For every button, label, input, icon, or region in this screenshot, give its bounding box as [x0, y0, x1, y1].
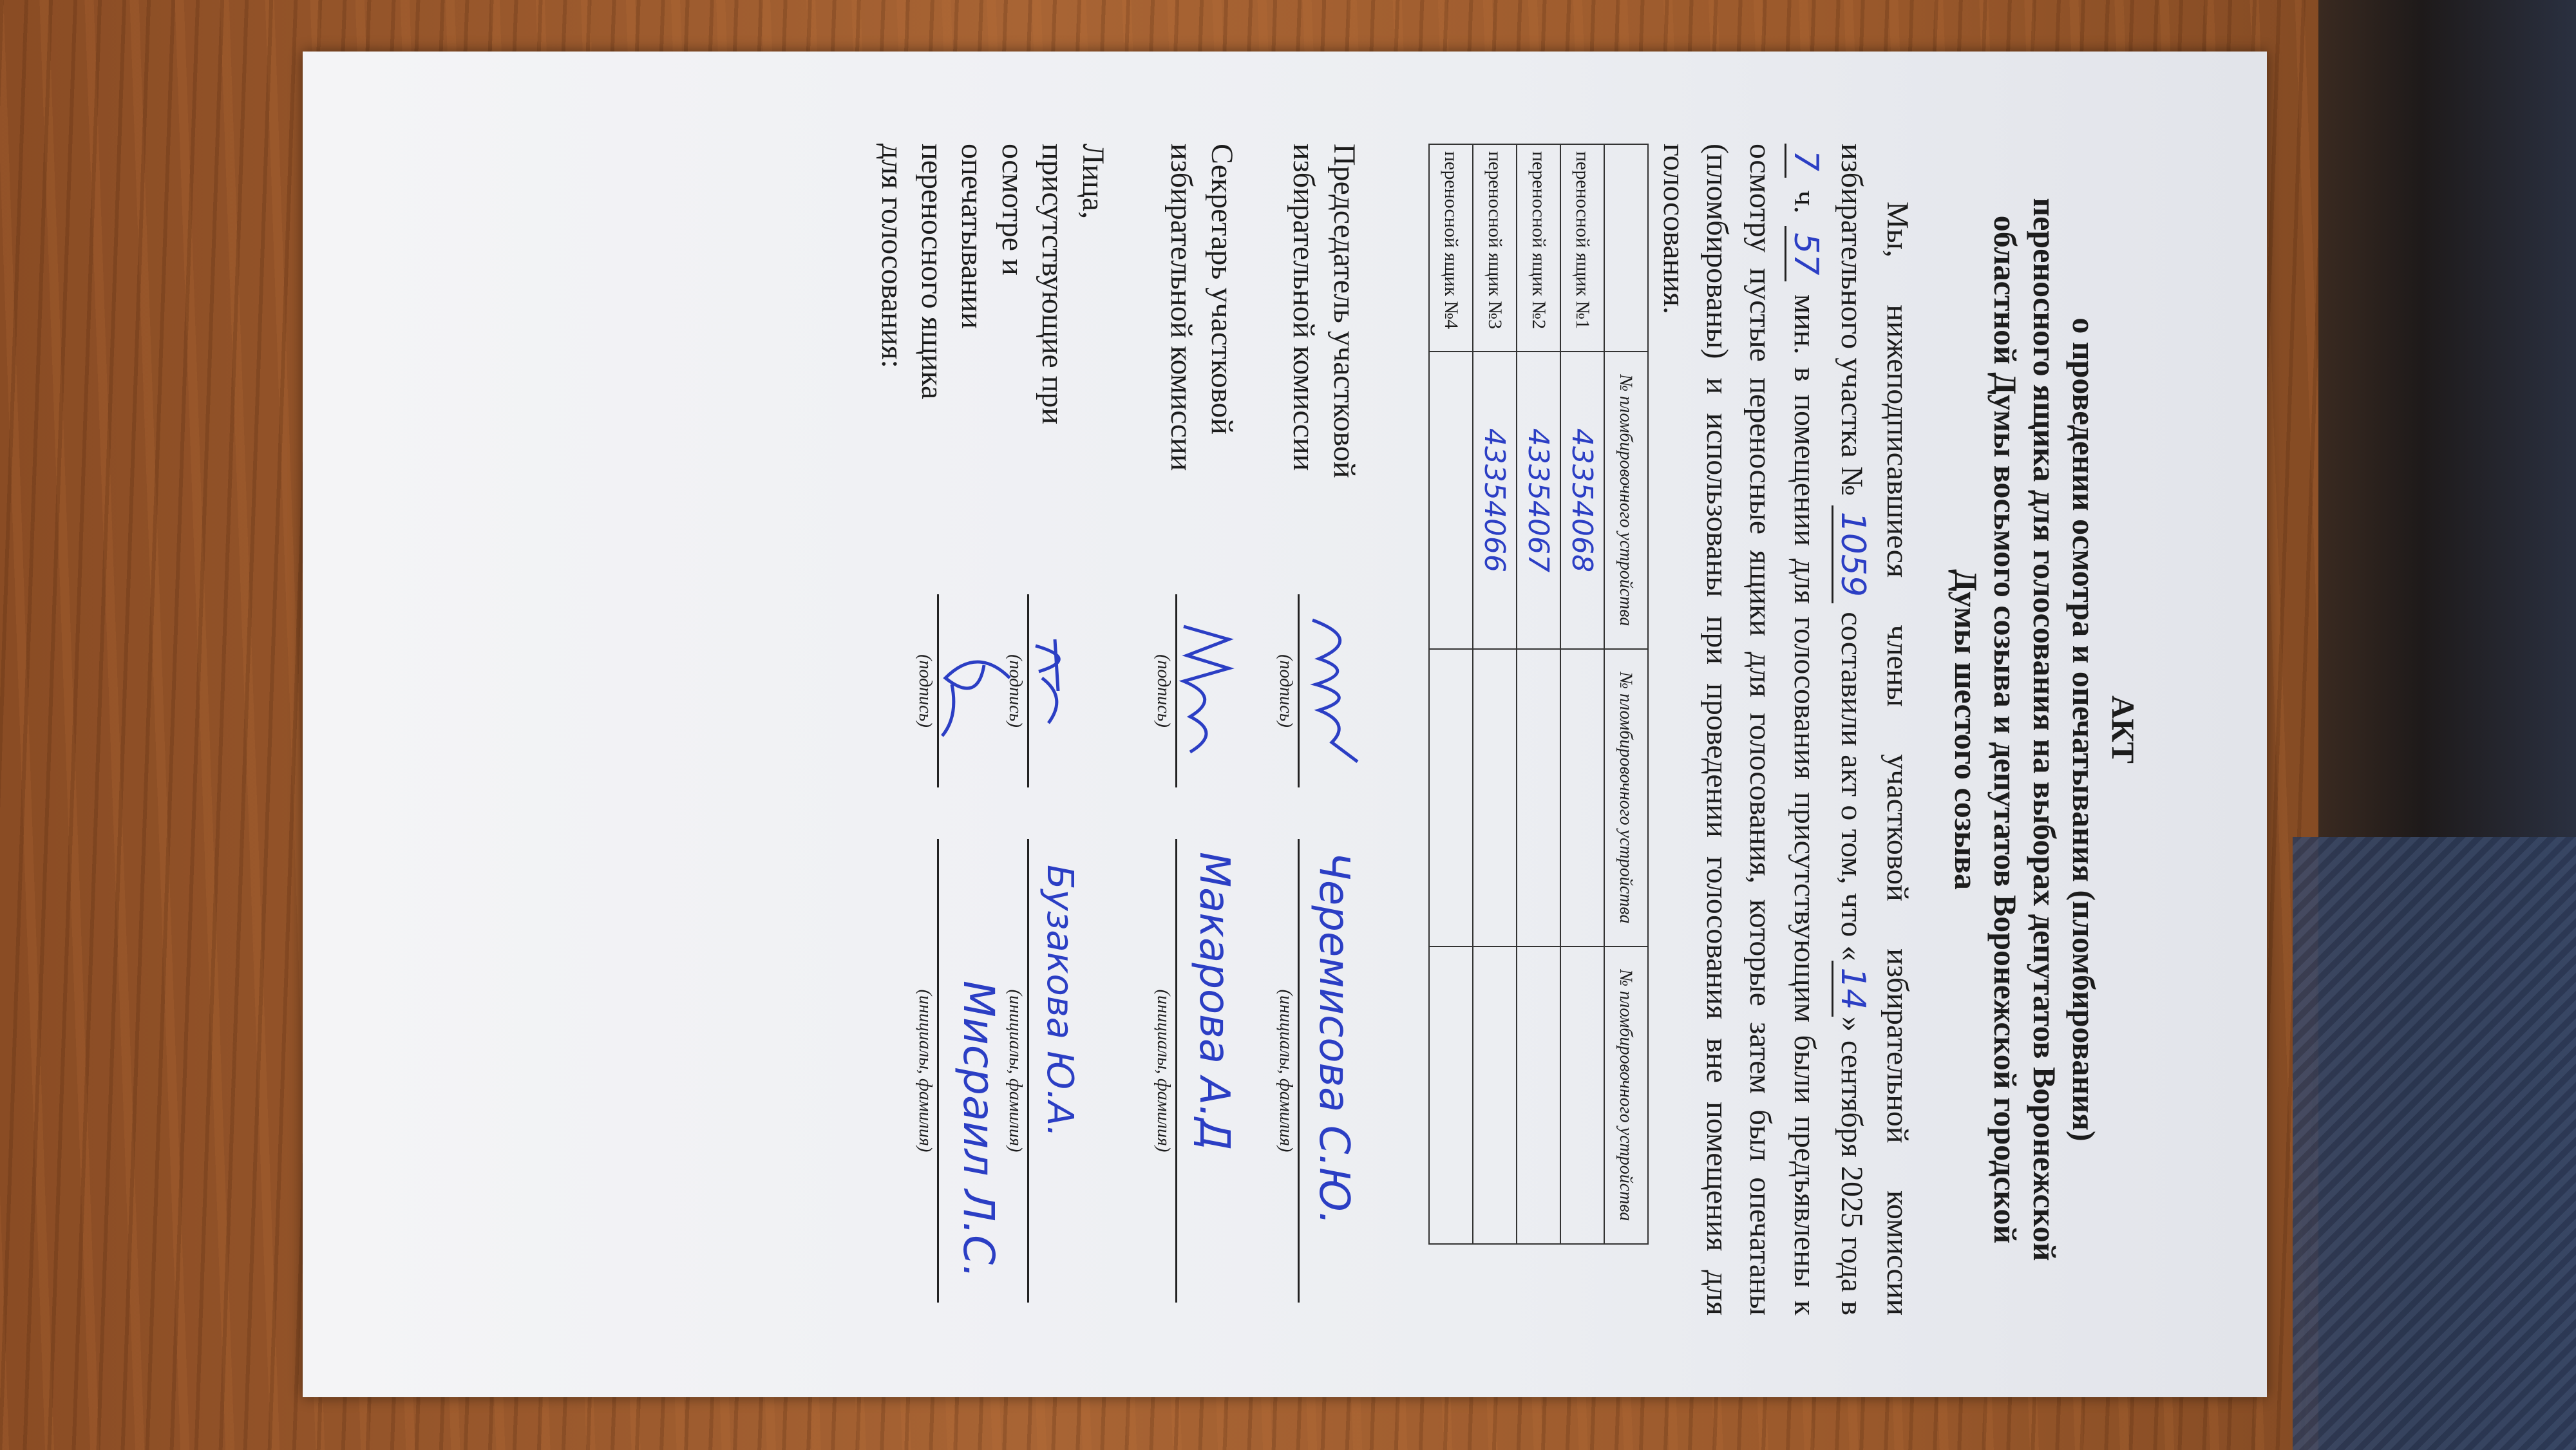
name-line	[937, 839, 939, 1303]
seal-number-cell	[1429, 946, 1473, 1244]
para-text: » сентября 2025 года в	[1834, 1016, 1869, 1316]
para-text: Мы, нижеподписавшиеся члены участковой избирательной комиссии избирательного участка №	[1834, 144, 1915, 1315]
name-line	[1298, 839, 1300, 1303]
signature-caption: (подпись)	[1153, 654, 1173, 728]
witness2-name: Мисраил Л.С.	[953, 981, 1003, 1279]
seal-number-cell	[1560, 946, 1604, 1244]
seal-number-cell: 43354068	[1560, 352, 1604, 649]
title-line: Думы шестого созыва	[1948, 569, 1984, 890]
document-sheet	[303, 52, 2267, 1397]
table-header-cell: № пломбировочного устройства	[1604, 649, 1648, 946]
title-line: переносного ящика для голосования на выборах депутатов Воронежской	[2027, 198, 2063, 1261]
background-blue-cloth	[2293, 837, 2576, 1450]
name-line	[1175, 839, 1177, 1303]
title-line: о проведении осмотра и опечатывания (пломбирования)	[2066, 317, 2102, 1142]
seal-number-cell	[1517, 649, 1560, 946]
witness1-name: Бузакова Ю.А.	[1038, 865, 1081, 1138]
chair-name: Черемисова С.Ю.	[1309, 852, 1358, 1225]
witness2-signature-image	[933, 639, 1016, 755]
title-line: АКТ	[2105, 695, 2141, 764]
secretary-name: Макарова А.Д	[1189, 852, 1238, 1151]
chair-signature-image	[1293, 614, 1370, 768]
para-text: ч.	[1788, 190, 1823, 214]
seal-number-cell	[1517, 946, 1560, 1244]
table-row	[1560, 144, 1604, 1244]
name-caption: (инициалы, фамилия)	[1275, 989, 1296, 1153]
witnesses-label: Лица, присутствующие при осмотре и опечатывании переносного ящика для голосования:	[875, 144, 1110, 425]
signatures-section	[559, 144, 1364, 1315]
time-hour: 7	[1785, 144, 1825, 178]
date-day: 14	[1832, 961, 1872, 1016]
precinct-number: 1059	[1832, 505, 1872, 603]
title-line: областной Думы восьмого созыва и депутатов Воронежской городской	[1987, 215, 2023, 1244]
document-content-rotated	[294, 60, 2259, 1406]
para-text: мин. в помещении для голосования присутствующим были предъявлены к осмотру пустые переносные ящики для голосования, которые затем был опечатаны (пломбированы) и использованы при проведении голосования вне помещения для голосования.	[1656, 144, 1823, 1315]
seal-number-cell	[1473, 649, 1517, 946]
seal-number-cell	[1429, 352, 1473, 649]
seal-number-cell: 43354067	[1517, 352, 1560, 649]
name-caption: (инициалы, фамилия)	[1005, 989, 1025, 1153]
table-row	[1473, 144, 1517, 1244]
act-body-paragraph	[1653, 144, 1919, 1315]
table-header-cell: № пломбировочного устройства	[1604, 352, 1648, 649]
seal-number-cell	[1429, 649, 1473, 946]
seal-number-cell	[1560, 649, 1604, 946]
box-name-cell: переносной ящик №1	[1560, 144, 1604, 352]
signature-caption: (подпись)	[914, 654, 935, 728]
signature-caption: (подпись)	[1275, 654, 1296, 728]
act-document	[559, 144, 2143, 1315]
act-title	[1946, 144, 2143, 1315]
seal-number-cell: 43354066	[1473, 352, 1517, 649]
seal-number-cell	[1473, 946, 1517, 1244]
table-header-cell: № пломбировочного устройства	[1604, 946, 1648, 1244]
seals-table	[1428, 144, 1649, 1245]
table-row	[1517, 144, 1560, 1244]
table-row	[1429, 144, 1473, 1244]
box-name-cell: переносной ящик №2	[1517, 144, 1560, 352]
witness1-signature-image	[1029, 633, 1094, 736]
para-text: составили акт о том, что «	[1834, 612, 1869, 961]
box-name-cell: переносной ящик №3	[1473, 144, 1517, 352]
signature-caption: (подпись)	[1005, 654, 1025, 728]
table-header-cell	[1604, 144, 1648, 352]
secretary-signature-image	[1171, 620, 1248, 762]
secretary-label: Секретарь участковой избирательной комиссии	[1164, 144, 1239, 471]
name-caption: (инициалы, фамилия)	[914, 989, 935, 1153]
box-name-cell: переносной ящик №4	[1429, 144, 1473, 352]
name-line	[1027, 839, 1029, 1303]
chair-label: Председатель участковой избирательной комиссии	[1287, 144, 1361, 478]
time-minute: 57	[1785, 226, 1825, 281]
name-caption: (инициалы, фамилия)	[1153, 989, 1173, 1153]
table-header-row	[1604, 144, 1648, 1244]
